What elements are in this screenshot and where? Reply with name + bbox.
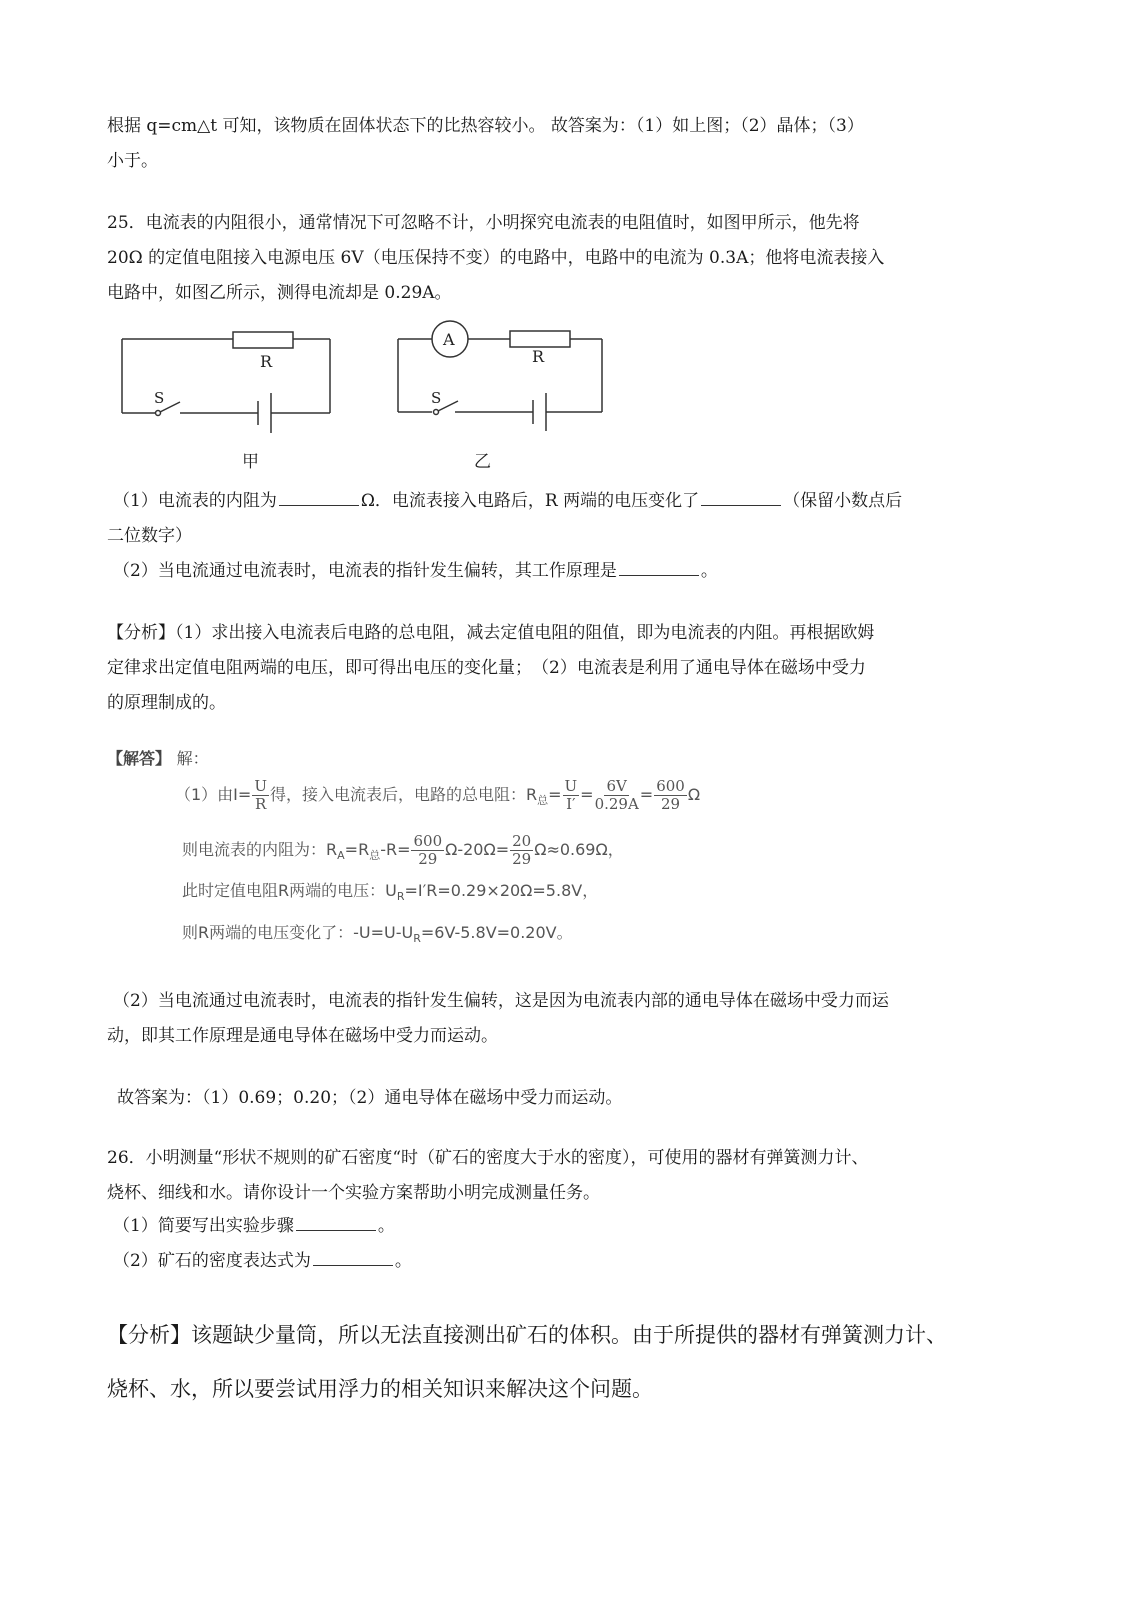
q25-stem-line-3: 电路中，如图乙所示，测得电流却是 0.29A。 (107, 283, 452, 303)
answer-blank[interactable] (279, 491, 359, 506)
q26-sub1: （1）简要写出实验步骤 。 (113, 1216, 395, 1236)
figure-caption-jia: 甲 (242, 452, 259, 472)
solution-part-2-line-2: 动，即其工作原理是通电导体在磁场中受力而运动。 (107, 1026, 498, 1046)
solution-part-2-line-1: （2）当电流通过电流表时，电流表的指针发生偏转，这是因为电流表内部的通电导体在磁场中受力而运 (113, 991, 889, 1011)
q26-analysis-line-2: 烧杯、水，所以要尝试用浮力的相关知识来解决这个问题。 (107, 1377, 653, 1401)
q26-analysis-line-1: 【分析】该题缺少量筒，所以无法直接测出矿石的体积。由于所提供的器材有弹簧测力计、 (107, 1323, 947, 1347)
answer-blank[interactable] (701, 491, 781, 506)
solution-step-3: 此时定值电阻R两端的电压：$U_R=I'R=0.29\times 20\Omega=5.8V$， (182, 881, 599, 903)
solution-step-1: （1）由I= $\frac{U}{R}$ 得，接入电流表后，电路的总电阻：$R_总=$ $\frac{U}{I'}$ = $\frac{6V}{0.29A}$ = $\frac{600}{29}$ Ω (175, 777, 701, 813)
q25-sub2-end: 。 (700, 561, 718, 581)
circuit-diagram-yi (390, 315, 620, 485)
switch-label: S (154, 389, 165, 407)
q26-stem-line-1: 26．小明测量“形状不规则的矿石密度“时（矿石的密度大于水的密度），可使用的器材有弹簧测力计、 (107, 1148, 869, 1168)
answer-label: 【解答】 (107, 749, 172, 768)
q25-analysis-line-2: 定律求出定值电阻两端的电压，即可得出电压的变化量； （2）电流表是利用了通电导体在磁场中受力 (107, 658, 866, 678)
resistor-label: R (260, 352, 273, 371)
ammeter-label: A (443, 330, 455, 349)
answer-blank[interactable] (296, 1216, 376, 1231)
answer-jie: 解： (176, 749, 209, 768)
figure-caption-yi: 乙 (474, 452, 491, 472)
q25-sub1 (113, 490, 902, 512)
intro-line-2: 小于。 (107, 151, 158, 171)
q26-sub2: （2）矿石的密度表达式为 。 (113, 1251, 412, 1271)
q26-stem-line-2: 烧杯、细线和水。请你设计一个实验方案帮助小明完成测量任务。 (107, 1183, 600, 1203)
q25-sub1-line-2: 二位数字） (107, 526, 192, 546)
q25-analysis-line-1: 【分析】（1）求出接入电流表后电路的总电阻，减去定值电阻的阻值，即为电流表的内阻。再根据欧姆 (107, 623, 875, 643)
q25-sub2-text: （2）当电流通过电流表时，电流表的指针发生偏转，其工作原理是 (113, 561, 617, 581)
q25-analysis-line-3: 的原理制成的。 (107, 693, 226, 713)
answer-heading (107, 748, 209, 770)
answer-blank[interactable] (313, 1251, 393, 1266)
answer-blank[interactable] (619, 561, 699, 576)
q25-final-answer: 故答案为：（1）0.69；0.20；（2）通电导体在磁场中受力而运动。 (117, 1088, 623, 1108)
solution-step-2: 则电流表的内阻为：$R_A=R_总-R=$ $\frac{600}{29}$ Ω-20Ω= $\frac{20}{29}$ Ω≈0.69Ω， (182, 832, 624, 868)
intro-line-1: 根据 q=cm△t 可知，该物质在固体状态下的比热容较小。 故答案为：（1）如上图；（2）晶体；（3） (107, 116, 864, 136)
q25-sub1-text-a: （1）电流表的内阻为 (113, 491, 277, 511)
q25-sub1-text-b: Ω．电流表接入电路后，R 两端的电压变化了 (360, 491, 700, 511)
solution-step-4: 则R两端的电压变化了：$-U=U-U_R=6V-5.8V=0.20V$。 (182, 923, 573, 945)
q25-stem-line-2: 20Ω 的定值电阻接入电源电压 6V（电压保持不变）的电路中，电路中的电流为 0.3A；他将电流表接入 (107, 248, 885, 268)
q25-sub2 (113, 560, 718, 582)
switch-label: S (431, 389, 442, 407)
q25-stem-line-1: 25．电流表的内阻很小，通常情况下可忽略不计，小明探究电流表的电阻值时，如图甲所示，他先将 (107, 213, 860, 233)
resistor-label: R (532, 347, 545, 366)
q25-sub1-text-c: （保留小数点后 (783, 491, 903, 511)
circuit-diagram-jia (100, 315, 340, 485)
